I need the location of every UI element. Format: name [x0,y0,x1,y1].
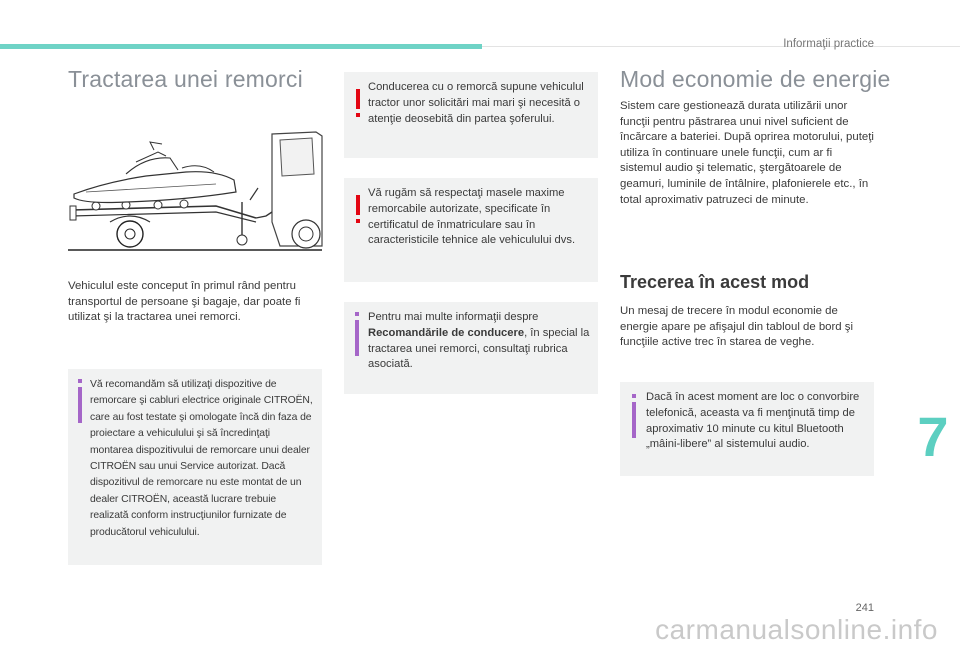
energy-intro-text: Sistem care gestionează durata utilizării unor funcţii pentru păstrarea unui nivel suficient de încărcare a bateriei. După oprirea motorului, puteţi utiliza în continuare unele funcţii, cum ar fi sistemul audio şi telematic, ştergătoarele de geamuri, luminile de întâlnire, plafonierele etc., în total aproximativ patruzeci de minute. [620,100,874,206]
warning-note-masses [344,178,598,282]
warning-note-stress [344,72,598,158]
page-title-towing: Tractarea unei remorci [68,66,303,92]
phone-call-info-text: Dacă în acest moment are loc o convorbire telefonică, aceasta va fi menţinută timp de aproximativ 10 minute cu kitul Bluetooth „mâini-libere” al sistemului audio. [646,391,860,451]
chapter-number: 7 [917,404,949,468]
switching-mode-title: Trecerea în acest mod [620,272,810,292]
driving-recommendations-link: Recomandările de conducere [368,326,525,339]
info-icon [352,312,362,356]
warning-icon [352,82,364,126]
info-note-driving [344,302,598,394]
trailer-illustration [66,126,324,260]
info-icon [629,394,639,438]
header-rule [482,46,960,47]
warning-text-masses: Vă rugăm să respectaţi masele maxime remorcabile autorizate, specificate în certificatul de înmatriculare sau în caracteristicile tehnice ale vehiculului dvs. [368,187,576,247]
page-title-energy: Mod economie de energie [620,66,891,92]
towing-info-note [68,369,322,565]
section-title: Informaţii practice [783,38,874,50]
info-text-post: , în special la tractarea unei remorci, consultaţi rubrica asociată. [368,326,590,371]
info-text-pre: Pentru mai multe informaţii despre [368,311,539,323]
info-text-driving [368,310,590,373]
phone-call-info-note [620,382,874,476]
page-number: 241 [855,602,874,614]
chapter-tab [906,392,960,480]
info-icon [75,379,85,423]
warning-text-stress: Conducerea cu o remorcă supune vehiculul tractor unor solicitări mai mari şi necesită o atenţie deosebită din partea şoferului. [368,81,584,125]
header-accent-bar [0,44,482,49]
switching-mode-text: Un mesaj de trecere în modul economie de energie apare pe afişajul din tabloul de bord şi funcţiile active trec în starea de veghe. [620,305,854,349]
watermark: carmanualsonline.info [655,613,938,645]
towing-info-text: Vă recomandăm să utilizaţi dispozitive de remorcare şi cabluri electrice originale CITROËN, care au fost testate şi omologate încă din faza de proiectare a vehiculului şi să încredinţaţi montarea dispozitivului de remorcare unui dealer CITROËN sau unui Service autorizat. Dacă dispozitivul de remorcare nu este montat de un dealer CITROËN, această lucrare trebuie realizată conform instrucţiunilor furnizate de producătorul vehiculului. [90,379,313,538]
towing-intro-text: Vehiculul este conceput în primul rând pentru transportul de persoane şi bagaje, dar poate fi utilizat şi la tractarea unei remorci. [68,280,301,324]
warning-icon [352,188,364,232]
